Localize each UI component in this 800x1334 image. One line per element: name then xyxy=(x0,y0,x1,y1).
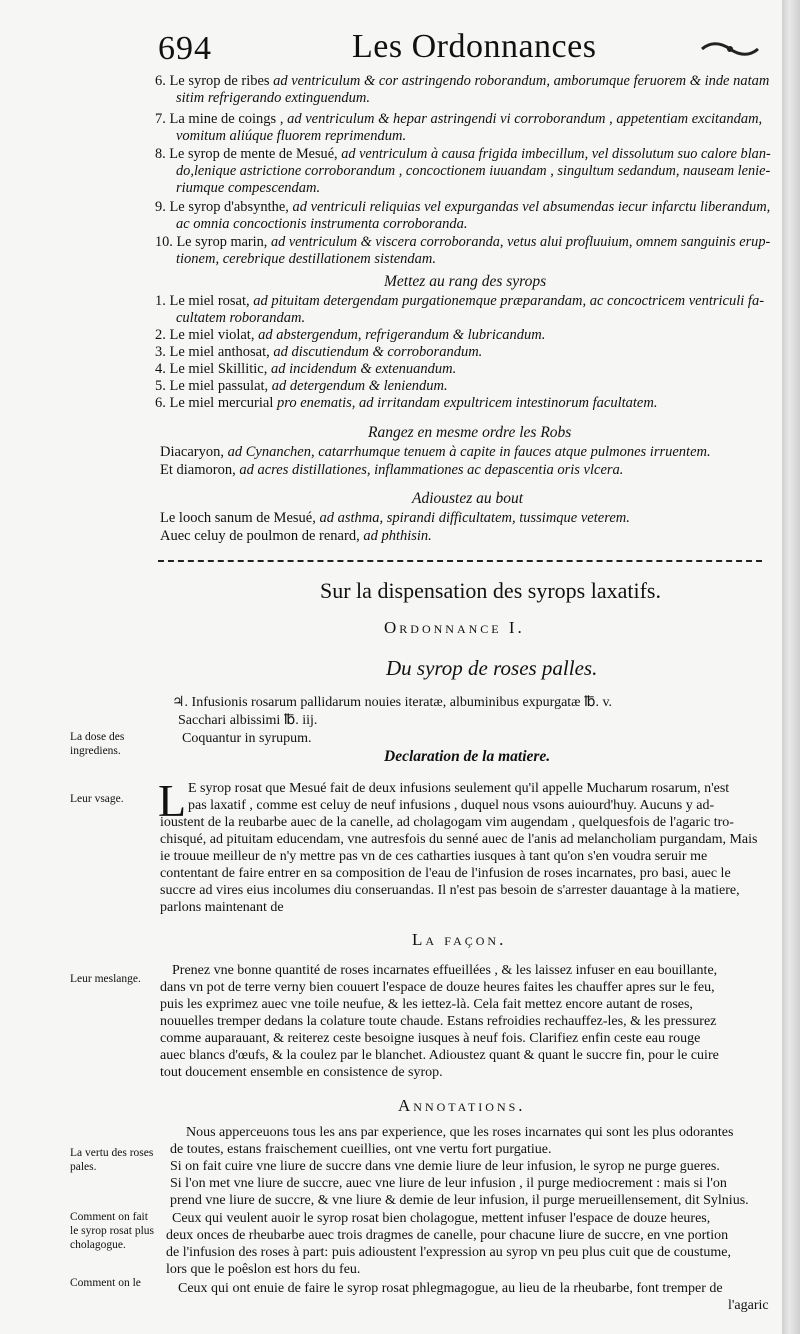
list-item: 8. Le syrop de mente de Mesué, ad ventriculum à causa frigida imbecillum, vel dissolutum suo calore blan- xyxy=(155,146,771,162)
catchword: l'agaric xyxy=(728,1298,769,1313)
section-title: Sur la dispensation des syrops laxatifs. xyxy=(320,578,661,603)
text-line: Nous apperceuons tous les ans par experience, que les roses incarnates qui sont les plus odorantes xyxy=(186,1125,734,1140)
margin-note: La vertu des roses pales. xyxy=(70,1147,154,1173)
list-item: sitim refrigerando extinguendum. xyxy=(176,90,370,106)
recipe-line: ♃. Infusionis rosarum pallidarum nouies iteratæ, albuminibus expurgatæ ℔. v. xyxy=(172,695,613,710)
list-item: 5. Le miel passulat, ad detergendum & leniendum. xyxy=(155,378,448,394)
list-item: do,lenique astrictione corroborandum , concoctionem iuuandam , singultum sedandum, nauseam lenie- xyxy=(176,163,771,179)
ornament-icon xyxy=(700,40,760,58)
list-item: 10. Le syrop marin, ad ventriculum & viscera corroboranda, vetus alui profluuium, omnem sanguinis erup- xyxy=(155,234,771,250)
margin-note: La dose des ingrediens. xyxy=(70,731,125,757)
text-line: Si on fait cuire vne liure de succre dans vne demie liure de leur infusion, le syrop ne purge gueres. xyxy=(170,1159,720,1174)
recipe-line: Coquantur in syrupum. xyxy=(182,731,312,746)
page-number: 694 xyxy=(158,30,212,67)
text-line: dans vn pot de terre verny bien couuert l'espace de douze heures faites les chauffer apres sur le feu, xyxy=(160,980,715,995)
list-item: 9. Le syrop d'absynthe, ad ventriculi reliquias vel expurgandas vel absumendas iecur infarctu liberandum, xyxy=(155,199,771,215)
text-line: nouuelles tremper dedans la colature toute chaude. Estans refroidies rechauffez-les, & les pressurez xyxy=(160,1014,717,1029)
list-item: riumque compescendam. xyxy=(176,180,321,196)
list-item: ac omnia concoctionis instrumenta corroboranda. xyxy=(176,216,468,232)
list-item: 3. Le miel anthosat, ad discutiendum & corroborandum. xyxy=(155,344,483,360)
facon-heading: La façon. xyxy=(412,930,507,949)
margin-note: Comment on fait le syrop rosat plus cholagogue. xyxy=(70,1211,155,1251)
margin-note: Comment on le xyxy=(70,1277,141,1289)
page-edge xyxy=(782,0,800,1334)
list-item: vomitum aliúque fluorem reprimendum. xyxy=(176,128,407,144)
text-line: Si l'on met vne liure de succre, auec vne liure de leur infusion , il purge mediocrement : mais si l'on xyxy=(170,1176,727,1191)
text-line: Ceux qui veulent auoir le syrop rosat bien cholagogue, mettent infuser l'espace de douze heures, xyxy=(172,1211,711,1226)
text-line: Prenez vne bonne quantité de roses incarnates effueillées , & les laissez infuser en eau bouillante, xyxy=(172,963,718,978)
subheading: Mettez au rang des syrops xyxy=(384,273,547,290)
text-line: tout doucement ensemble en consistence de syrop. xyxy=(160,1065,443,1080)
drop-cap: L xyxy=(158,775,187,826)
list-item: Auec celuy de poulmon de renard, ad phthisin. xyxy=(160,528,432,544)
list-item: tionem, cerebrique destillationem sistendam. xyxy=(176,251,437,267)
running-title: Les Ordonnances xyxy=(352,28,597,65)
margin-note: Leur meslange. xyxy=(70,973,141,985)
ordonnance-subtitle: Du syrop de roses palles. xyxy=(386,656,598,680)
text-line: auec blancs d'œufs, & la coulez par le blanchet. Adioustez quant & quant le succre fin, pour le cuire xyxy=(160,1048,719,1063)
annotations-heading: Annotations. xyxy=(398,1096,526,1115)
list-item: 6. Le miel mercurial pro enematis, ad irritandam expultricem intestinorum facultatem. xyxy=(155,395,658,411)
text-line: chisqué, ad pituitam educendam, vne autresfois du senné auec de l'anis ad melancholiam purgandam, Mais xyxy=(160,832,758,847)
text-line: contentant de faire entrer en sa composition de l'eau de l'infusion de roses incarnates, pro basi, auec le xyxy=(160,866,731,881)
list-item: 2. Le miel violat, ad abstergendum, refrigerandum & lubricandum. xyxy=(155,327,546,343)
text-line: parlons maintenant de xyxy=(160,900,284,915)
declaration-heading: Declaration de la matiere. xyxy=(384,748,551,765)
text-line: pas laxatif , comme est celuy de neuf infusions , duquel nous vsons auiourd'huy. Aucuns y ad- xyxy=(188,798,715,813)
ordonnance-label: Ordonnance I. xyxy=(384,618,525,637)
text-line: de l'infusion des roses à part: puis adioustent l'expression au syrop vn peu plus cuit que de coustume, xyxy=(166,1245,731,1260)
subheading: Adioustez au bout xyxy=(412,490,524,507)
text-line: E syrop rosat que Mesué fait de deux infusions seulement qu'il appelle Mucharum rosarum, n'est xyxy=(188,781,730,796)
text-line: comme auparauant, & reiterez ceste besoigne iusques à neuf fois. Clarifiez enfin ceste eau rouge xyxy=(160,1031,701,1046)
text-line: puis les exprimez auec vne toile neufue, & les iettez-là. Cela fait mettez encore autant de roses, xyxy=(160,997,693,1012)
list-item: 6. Le syrop de ribes ad ventriculum & cor astringendo roborandum, amborumque feruorem & inde natam xyxy=(155,73,770,89)
list-item: 4. Le miel Skillitic, ad incidendum & extenuandum. xyxy=(155,361,457,377)
divider xyxy=(158,560,762,562)
text-line: deux onces de rheubarbe auec trois dragmes de canelle, pour chacune liure de succre, en vne portion xyxy=(166,1228,729,1243)
list-item: 1. Le miel rosat, ad pituitam detergendam purgationemque præparandam, ac concoctricem ventriculi fa- xyxy=(155,293,765,309)
text-line: ioustent de la reubarbe auec de la canelle, ad cholagogam vim augendam , quelquesfois de l'agaric tro- xyxy=(160,815,734,830)
subheading: Rangez en mesme ordre les Robs xyxy=(368,424,572,441)
text-line: succre ad vires eius incolumes diu conseruandas. Il n'est pas besoin de s'arrester dauantage à la matiere, xyxy=(160,883,740,898)
text-line: de toutes, estans fraischement cueillies, ont vne vertu fort purgatiue. xyxy=(170,1142,552,1157)
list-item: Diacaryon, ad Cynanchen, catarrhumque tenuem à capite in fauces atque pulmones irruentem. xyxy=(160,444,711,460)
text-line: prend vne liure de succre, & vne liure & demie de leur infusion, il purge merueillensement, dit Sylnius. xyxy=(170,1193,749,1208)
list-item: 7. La mine de coings , ad ventriculum & hepar astringendi vi corroborandum , appetentiam excitandam, xyxy=(155,111,763,127)
text-line: ie trouue meilleur de n'y mettre pas vn de ces catharties iusques à tant qu'on s'en voudra seruir me xyxy=(160,849,708,864)
recipe-line: Sacchari albissimi ℔. iij. xyxy=(178,713,318,728)
text-line: lors que le poêslon est hors du feu. xyxy=(166,1262,361,1277)
list-item: cultatem roborandam. xyxy=(176,310,306,326)
list-item: Et diamoron, ad acres distillationes, inflammationes ac depascentia oris vlcera. xyxy=(160,462,624,478)
text-line: Ceux qui ont enuie de faire le syrop rosat phlegmagogue, au lieu de la rheubarbe, font tremper de xyxy=(178,1281,723,1296)
list-item: Le looch sanum de Mesué, ad asthma, spirandi difficultatem, tussimque veterem. xyxy=(160,510,630,526)
margin-note: Leur vsage. xyxy=(70,793,124,805)
